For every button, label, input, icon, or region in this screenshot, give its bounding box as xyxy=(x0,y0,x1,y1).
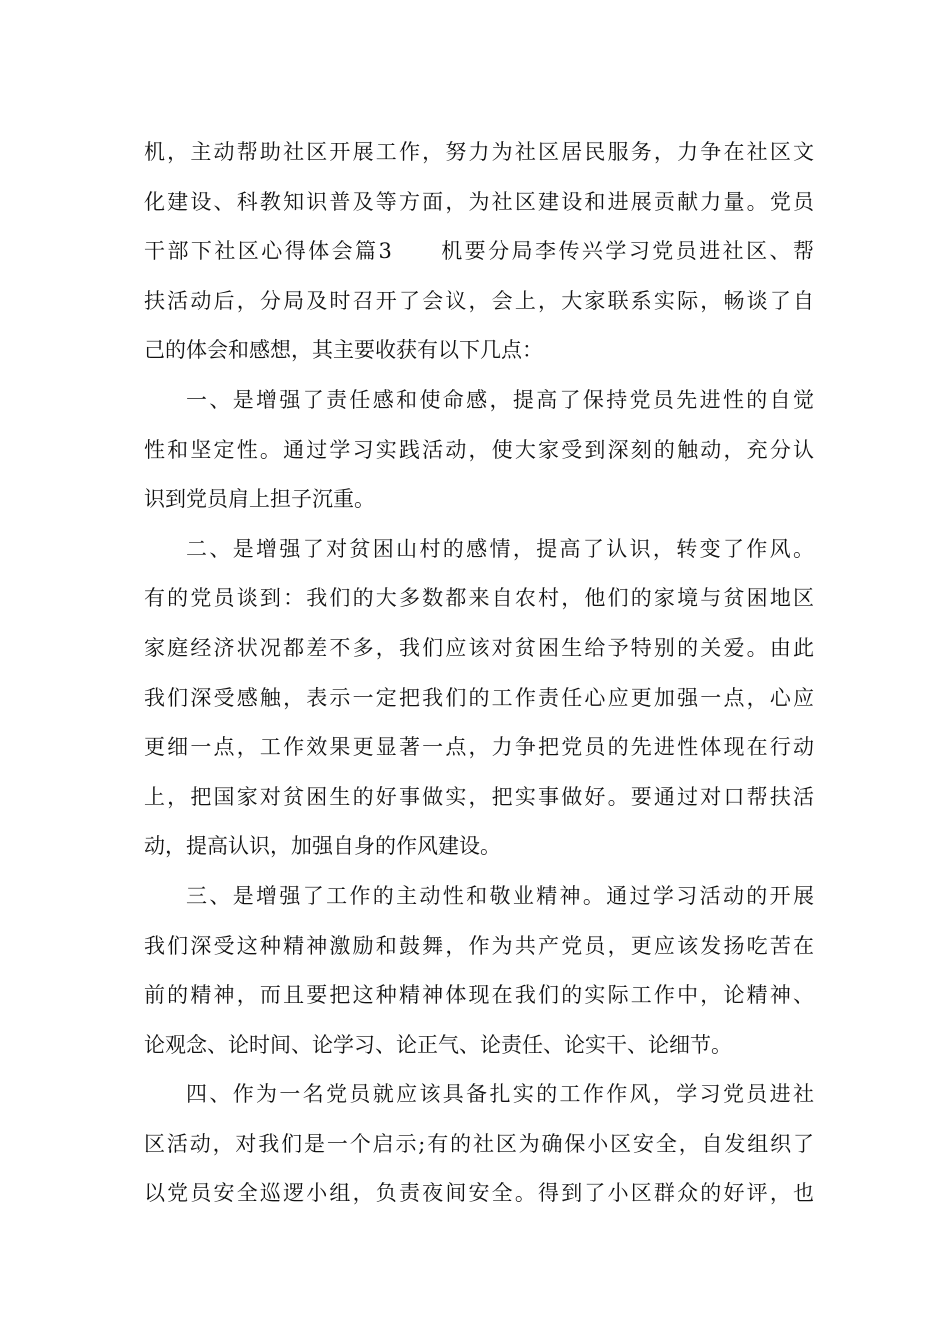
text-line: 识到党员肩上担子沉重。 xyxy=(144,487,375,512)
document-body xyxy=(144,128,814,1219)
text-line: 前的精神，而且要把这种精神体现在我们的实际工作中，论精神、 xyxy=(144,983,814,1008)
text-line: 更细一点，工作效果更显著一点，力争把党员的先进性体现在行动 xyxy=(144,735,814,760)
text-line: 一、是增强了责任感和使命感，提高了保持党员先进性的自觉 xyxy=(186,387,814,412)
text-line: 我们深受这种精神激励和鼓舞，作为共产党员，更应该发扬吃苦在 xyxy=(144,933,814,958)
text-line: 动，提高认识，加强自身的作风建设。 xyxy=(144,834,501,859)
text-line: 上，把国家对贫困生的好事做实，把实事做好。要通过对口帮扶活 xyxy=(144,784,814,809)
text-line: 性和坚定性。通过学习实践活动，使大家受到深刻的触动，充分认 xyxy=(144,437,814,462)
text-line: 区活动，对我们是一个启示;有的社区为确保小区安全，自发组织了 xyxy=(144,1131,814,1156)
text-line: 我们深受感触，表示一定把我们的工作责任心应更加强一点，心应 xyxy=(144,685,814,710)
text-line: 机，主动帮助社区开展工作，努力为社区居民服务，力争在社区文 xyxy=(144,140,814,164)
text-line: 论观念、论时间、论学习、论正气、论责任、论实干、论细节。 xyxy=(144,1032,732,1057)
text-line: 四、作为一名党员就应该具备扎实的工作作风，学习党员进社 xyxy=(186,1082,814,1107)
text-line: 以党员安全巡逻小组，负责夜间安全。得到了小区群众的好评，也 xyxy=(144,1181,814,1206)
text-line: 干部下社区心得体会篇3 机要分局李传兴学习党员进社区、帮 xyxy=(144,239,814,264)
text-line: 己的体会和感想，其主要收获有以下几点： xyxy=(144,338,543,363)
text-line: 家庭经济状况都差不多，我们应该对贫困生给予特别的关爱。由此 xyxy=(144,635,814,660)
text-line: 化建设、科教知识普及等方面，为社区建设和进展贡献力量。党员 xyxy=(144,189,814,214)
text-line: 二、是增强了对贫困山村的感情，提高了认识，转变了作风。 xyxy=(186,536,814,561)
text-line: 三、是增强了工作的主动性和敬业精神。通过学习活动的开展 xyxy=(186,883,814,908)
text-line: 有的党员谈到：我们的大多数都来自农村，他们的家境与贫困地区 xyxy=(144,586,814,611)
text-line: 扶活动后，分局及时召开了会议，会上，大家联系实际，畅谈了自 xyxy=(144,288,814,313)
